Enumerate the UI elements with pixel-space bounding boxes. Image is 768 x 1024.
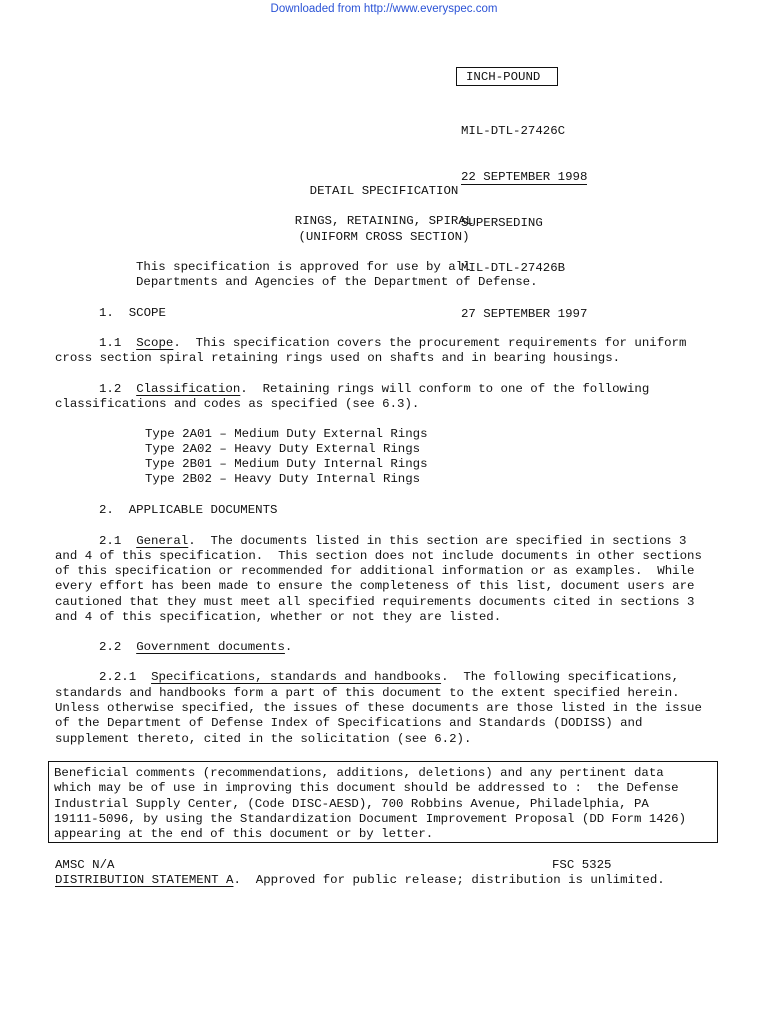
para-title-government-documents: Government documents (136, 640, 285, 654)
paragraph-1-2 (99, 382, 649, 397)
type-list-item: Type 2B01 – Medium Duty Internal Rings (145, 457, 428, 471)
para-title-general: General (136, 534, 189, 548)
para-text: . (284, 640, 293, 654)
distribution-label: DISTRIBUTION STATEMENT A (55, 873, 234, 887)
paragraph-line: of the Department of Defense Index of Specifications and Standards (DODISS) and (55, 716, 643, 730)
beneficial-comments-box (48, 761, 718, 843)
type-list-item: Type 2A01 – Medium Duty External Rings (145, 427, 428, 441)
document-date: 22 SEPTEMBER 1998 (461, 170, 588, 185)
para-title-classification: Classification (136, 382, 241, 396)
document-id: MIL-DTL-27426C (461, 124, 566, 139)
spec-title-line2: (UNIFORM CROSS SECTION) (298, 230, 470, 244)
spec-type-title: DETAIL SPECIFICATION (309, 184, 459, 198)
comment-line: Beneficial comments (recommendations, additions, deletions) and any pertinent data (54, 766, 664, 780)
paragraph-2-2-1 (99, 670, 679, 685)
comment-line: Industrial Supply Center, (Code DISC-AESD), 700 Robbins Avenue, Philadelphia, PA (54, 796, 649, 811)
section-1-heading: 1. SCOPE (99, 306, 166, 320)
type-list-item: Type 2A02 – Heavy Duty External Rings (145, 442, 421, 456)
paragraph-line: and 4 of this specification, whether or not they are listed. (55, 610, 502, 624)
superseding-label: SUPERSEDING (461, 215, 543, 230)
paragraph-line: every effort has been made to ensure the completeness of this list, document users are (55, 579, 695, 593)
comment-line: 19111-5096, by using the Standardization Document Improvement Proposal (DD Form 1426) (54, 811, 687, 826)
paragraph-line: supplement thereto, cited in the solicitation (see 6.2). (55, 732, 472, 746)
superseded-date: 27 SEPTEMBER 1997 (461, 306, 588, 321)
amsc-label: AMSC N/A (55, 858, 115, 872)
para-number: 2.2.1 (99, 670, 137, 684)
para-number: 2.1 (99, 534, 122, 548)
paragraph-1-1 (99, 336, 686, 351)
para-number: 2.2 (99, 640, 122, 654)
distribution-text: . Approved for public release; distribution is unlimited. (233, 873, 665, 887)
distribution-statement (55, 873, 665, 888)
comment-line: appearing at the end of this document or by letter. (54, 827, 434, 842)
paragraph-2-2 (99, 640, 292, 655)
para-text: . This specification covers the procurement requirements for uniform (173, 336, 687, 350)
para-title-specifications: Specifications, standards and handbooks (151, 670, 442, 684)
para-number: 1.2 (99, 382, 122, 396)
paragraph-line: of this specification or recommended for additional information or as examples. While (55, 564, 695, 578)
type-list-item: Type 2B02 – Heavy Duty Internal Rings (145, 472, 421, 486)
section-2-heading: 2. APPLICABLE DOCUMENTS (99, 503, 278, 517)
comment-line: which may be of use in improving this document should be addressed to : the Defense (54, 781, 679, 796)
approval-line2: Departments and Agencies of the Department of Defense. (136, 275, 538, 289)
paragraph-line: and 4 of this specification. This section does not include documents in other sections (55, 549, 702, 563)
paragraph-1-2-cont: classifications and codes as specified (see 6.3). (55, 397, 420, 411)
superseded-id: MIL-DTL-27426B (461, 261, 566, 276)
inch-pound-box: INCH-POUND (456, 67, 558, 86)
paragraph-line: Unless otherwise specified, the issues of these documents are those listed in the issue (55, 701, 702, 715)
approval-line1: This specification is approved for use by all (136, 260, 471, 274)
paragraph-line: standards and handbooks form a part of this document to the extent specified herein. (55, 686, 680, 700)
spec-title-line1: RINGS, RETAINING, SPIRAL (294, 214, 474, 228)
para-text: . The documents listed in this section are specified in sections 3 (188, 534, 687, 548)
para-text: . Retaining rings will conform to one of the following (240, 382, 650, 396)
paragraph-1-1-cont: cross section spiral retaining rings used on shafts and in bearing housings. (55, 351, 621, 365)
fsc-label: FSC 5325 (552, 858, 612, 872)
paragraph-2-1 (99, 534, 686, 549)
para-text: . The following specifications, (441, 670, 680, 684)
download-source-link[interactable]: Downloaded from http://www.everyspec.com (270, 3, 498, 15)
para-title-scope: Scope (136, 336, 174, 350)
paragraph-line: cautioned that they must meet all specified requirements documents cited in sections 3 (55, 595, 695, 609)
para-number: 1.1 (99, 336, 122, 350)
